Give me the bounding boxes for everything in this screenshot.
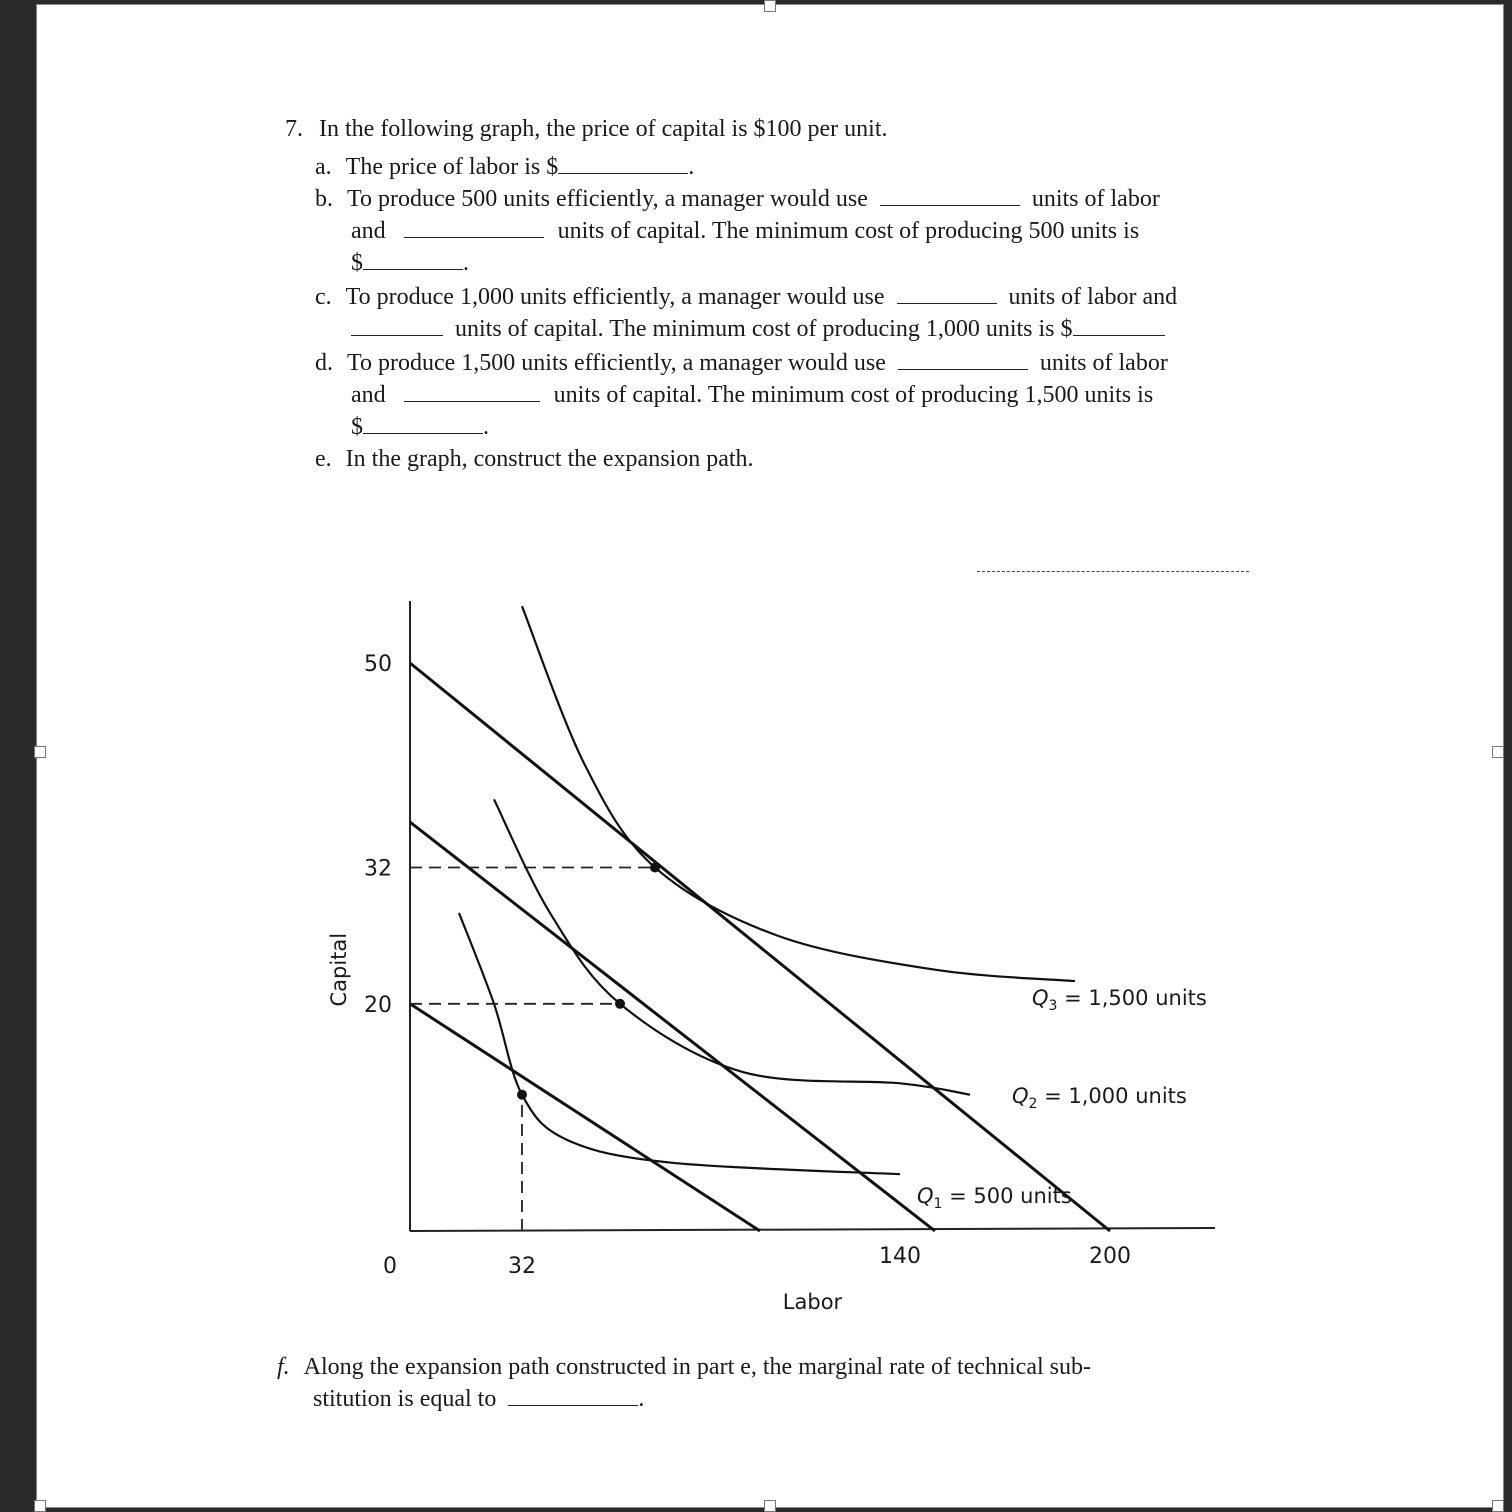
isoquant-isocost-chart — [277, 601, 1227, 1321]
isoquant-curve-3 — [522, 606, 1075, 981]
part-b-text3: $ — [351, 250, 363, 276]
y-tick-label-50: 50 — [364, 652, 392, 677]
resize-handle-left[interactable] — [34, 746, 46, 758]
isocost-lines — [410, 663, 1110, 1231]
scan-artifact-line — [977, 571, 1249, 572]
isoquant-label-1: $Q_1 = 500$ units — [917, 1184, 1072, 1212]
part-a-letter: a. — [315, 154, 332, 180]
part-c-text1: To produce 1,000 units efficiently, a manager would use — [345, 284, 885, 310]
y-tick-label-32: 32 — [364, 856, 392, 882]
part-d-line3: $ . — [351, 414, 489, 440]
question-intro — [285, 115, 888, 143]
part-d-line2 — [351, 381, 1153, 409]
part-c-text1-end: units of labor and — [1008, 284, 1178, 310]
answer-blank-c-capital[interactable] — [351, 315, 443, 336]
part-f-text2: stitution is equal to — [313, 1386, 497, 1412]
part-d-letter: d. — [315, 350, 333, 376]
isoquant-curves — [459, 606, 1075, 1174]
isocost-line-3 — [410, 663, 1110, 1231]
part-d-text1-end: units of labor — [1039, 350, 1168, 376]
isoquant-curve-2 — [494, 799, 970, 1094]
part-b-letter: b. — [315, 186, 333, 212]
part-e-text: In the graph, construct the expansion path. — [345, 446, 754, 472]
tangency-point-1 — [517, 1090, 527, 1100]
part-c-line2 — [351, 315, 1165, 343]
x-tick-label-32: 32 — [508, 1254, 536, 1279]
x-axis-label: Labor — [782, 1290, 843, 1314]
y-tick-label-20: 20 — [364, 992, 392, 1018]
isoquant-label-2: $Q_2 = 1,000$ units — [1012, 1084, 1187, 1112]
resize-handle-bottom-left[interactable] — [34, 1500, 46, 1512]
answer-blank-f[interactable] — [508, 1385, 638, 1406]
part-f-line2: stitution is equal to . — [313, 1386, 645, 1412]
part-b-text2: units of capital. The minimum cost of producing 500 units is — [557, 218, 1140, 244]
y-axis-label: Capital — [327, 932, 351, 1007]
part-d-text3: $ — [351, 414, 363, 440]
answer-blank-b-capital[interactable] — [404, 217, 544, 238]
part-f-letter: f. — [277, 1354, 290, 1380]
isocost-line-1 — [410, 1004, 760, 1231]
part-f-line1 — [277, 1353, 1091, 1381]
answer-blank-d-capital[interactable] — [404, 381, 540, 402]
part-d-text1: To produce 1,500 units efficiently, a manager would use — [347, 350, 886, 376]
part-b-text1-end: units of labor — [1031, 186, 1160, 212]
answer-blank-b-labor[interactable] — [880, 185, 1020, 206]
part-d-text2: units of capital. The minimum cost of producing 1,500 units is — [553, 382, 1154, 408]
answer-blank-d-cost[interactable] — [363, 413, 483, 434]
dashed-guides — [410, 867, 655, 1231]
part-b-line3: $ . — [351, 250, 469, 276]
tangency-point-3 — [650, 862, 660, 872]
part-a-text: The price of labor is $ — [345, 154, 559, 180]
isoquant-label-3: $Q_3 = 1,500$ units — [1032, 986, 1207, 1014]
intro-text: In the following graph, the price of capital is $100 per unit. — [319, 116, 888, 142]
tangency-point-2 — [615, 999, 625, 1009]
part-c-line1 — [315, 283, 1177, 311]
resize-handle-top[interactable] — [764, 0, 776, 12]
part-f-text1: Along the expansion path constructed in part e, the marginal rate of technical sub- — [303, 1354, 1091, 1380]
part-e-letter: e. — [315, 446, 332, 472]
part-b-line2 — [351, 217, 1139, 245]
part-b-text2-start: and — [351, 218, 386, 244]
part-c-letter: c. — [315, 284, 332, 310]
answer-blank-c-labor[interactable] — [897, 283, 997, 304]
curve-labels — [327, 933, 1207, 1314]
worksheet-page — [36, 4, 1504, 1508]
answer-blank-c-cost[interactable] — [1073, 315, 1165, 336]
tangency-points — [517, 862, 660, 1099]
x-tick-label-200: 200 — [1089, 1244, 1131, 1269]
x-axis — [410, 1228, 1215, 1231]
answer-blank-a[interactable] — [558, 153, 688, 174]
resize-handle-bottom-right[interactable] — [1492, 1500, 1504, 1512]
x-tick-label-140: 140 — [879, 1244, 921, 1269]
part-d-line1 — [315, 349, 1168, 377]
x-tick-label-0: 0 — [383, 1254, 397, 1279]
part-a: a. The price of labor is $ . — [315, 154, 695, 180]
answer-blank-d-labor[interactable] — [898, 349, 1028, 370]
answer-blank-b-cost[interactable] — [363, 249, 463, 270]
question-number: 7. — [285, 116, 303, 142]
part-e — [315, 445, 754, 473]
part-b-text1: To produce 500 units efficiently, a manager would use — [347, 186, 868, 212]
part-c-text2: units of capital. The minimum cost of producing 1,000 units is $ — [455, 316, 1073, 342]
resize-handle-bottom[interactable] — [764, 1500, 776, 1512]
resize-handle-right[interactable] — [1492, 746, 1504, 758]
part-b-line1 — [315, 185, 1160, 213]
part-d-text2-start: and — [351, 382, 386, 408]
